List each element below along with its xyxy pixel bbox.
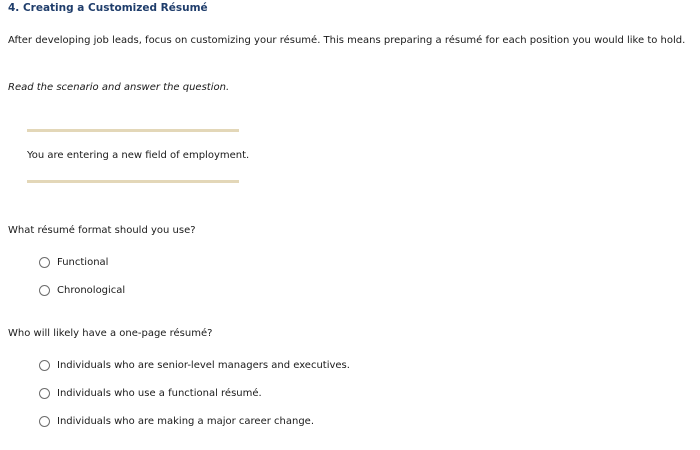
radio-button-icon[interactable] (39, 360, 50, 371)
q2-option-functional-resume[interactable] (39, 388, 262, 399)
radio-button-icon[interactable] (39, 257, 50, 268)
radio-button-icon[interactable] (39, 416, 50, 427)
instructions-text: Read the scenario and answer the question. (8, 82, 230, 93)
scenario-top-divider (27, 129, 239, 132)
radio-button-icon[interactable] (39, 285, 50, 296)
scenario-box (27, 129, 250, 184)
option-label: Functional (57, 257, 109, 268)
question-1-text: What résumé format should you use? (8, 225, 196, 236)
option-label: Chronological (57, 285, 126, 296)
q1-option-chronological[interactable] (39, 285, 125, 296)
q2-option-career-change[interactable] (39, 416, 314, 427)
scenario-bottom-divider (27, 180, 239, 183)
option-label: Individuals who are senior-level managers and executives. (57, 360, 350, 371)
option-label: Individuals who use a functional résumé. (57, 388, 262, 399)
q1-option-functional[interactable] (39, 257, 108, 268)
option-label: Individuals who are making a major career change. (57, 416, 315, 427)
radio-button-icon[interactable] (39, 388, 50, 399)
scenario-text: You are entering a new field of employment. (27, 150, 250, 161)
intro-text: After developing job leads, focus on customizing your résumé. This means preparing a résumé for each position you would like to hold. (8, 35, 686, 46)
section-title: 4. Creating a Customized Résumé (8, 2, 208, 14)
q2-option-senior-managers[interactable] (39, 360, 350, 371)
question-2-text: Who will likely have a one-page résumé? (8, 328, 213, 339)
